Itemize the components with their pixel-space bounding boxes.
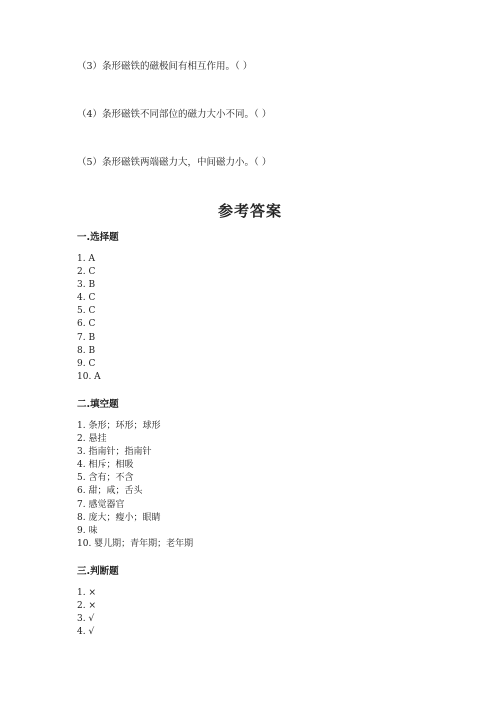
judge-answers-list bbox=[77, 587, 96, 639]
list-item: 6. 甜；咸；舌头 bbox=[77, 486, 143, 497]
list-item: 3. B bbox=[77, 280, 96, 291]
list-item: 9. 味 bbox=[77, 525, 98, 536]
question-3: （3）条形磁铁的磁极间有相互作用。（ ） bbox=[77, 61, 253, 72]
list-item: 8. B bbox=[77, 345, 96, 356]
list-item: 1. A bbox=[77, 254, 95, 264]
list-item: 4. C bbox=[77, 293, 96, 304]
list-item: 3. 指南针；指南针 bbox=[77, 447, 152, 458]
list-item: 8. 庞大；瘦小；眼睛 bbox=[77, 512, 161, 523]
question-4: （4）条形磁铁不同部位的磁力大小不同。（ ） bbox=[77, 109, 272, 120]
list-item: 1. 条形；环形；球形 bbox=[77, 421, 161, 431]
section-heading-choice: 一.选择题 bbox=[77, 232, 119, 243]
list-item: 7. B bbox=[77, 332, 96, 343]
question-5: （5）条形磁铁两端磁力大，中间磁力小。（ ） bbox=[77, 157, 272, 168]
list-item: 6. C bbox=[77, 319, 96, 330]
list-item: 9. C bbox=[77, 358, 96, 369]
list-item: 1. × bbox=[77, 588, 96, 598]
list-item: 2. × bbox=[77, 601, 96, 612]
list-item: 5. C bbox=[77, 306, 96, 317]
list-item: 4. 相斥；相吸 bbox=[77, 460, 134, 471]
section-heading-fill: 二.填空题 bbox=[77, 399, 119, 410]
list-item: 4. √ bbox=[77, 627, 95, 638]
list-item: 10. A bbox=[77, 371, 101, 382]
fill-answers-list bbox=[77, 420, 193, 551]
list-item: 7. 感觉器官 bbox=[77, 499, 125, 510]
list-item: 5. 含有；不含 bbox=[77, 473, 134, 484]
choice-answers-list bbox=[77, 253, 101, 384]
section-heading-judge: 三.判断题 bbox=[77, 566, 119, 577]
list-item: 2. C bbox=[77, 267, 96, 278]
list-item: 2. 悬挂 bbox=[77, 434, 107, 445]
list-item: 10. 婴儿期；青年期；老年期 bbox=[77, 538, 194, 549]
list-item: 3. √ bbox=[77, 614, 95, 625]
answer-title: 参考答案 bbox=[217, 202, 282, 220]
